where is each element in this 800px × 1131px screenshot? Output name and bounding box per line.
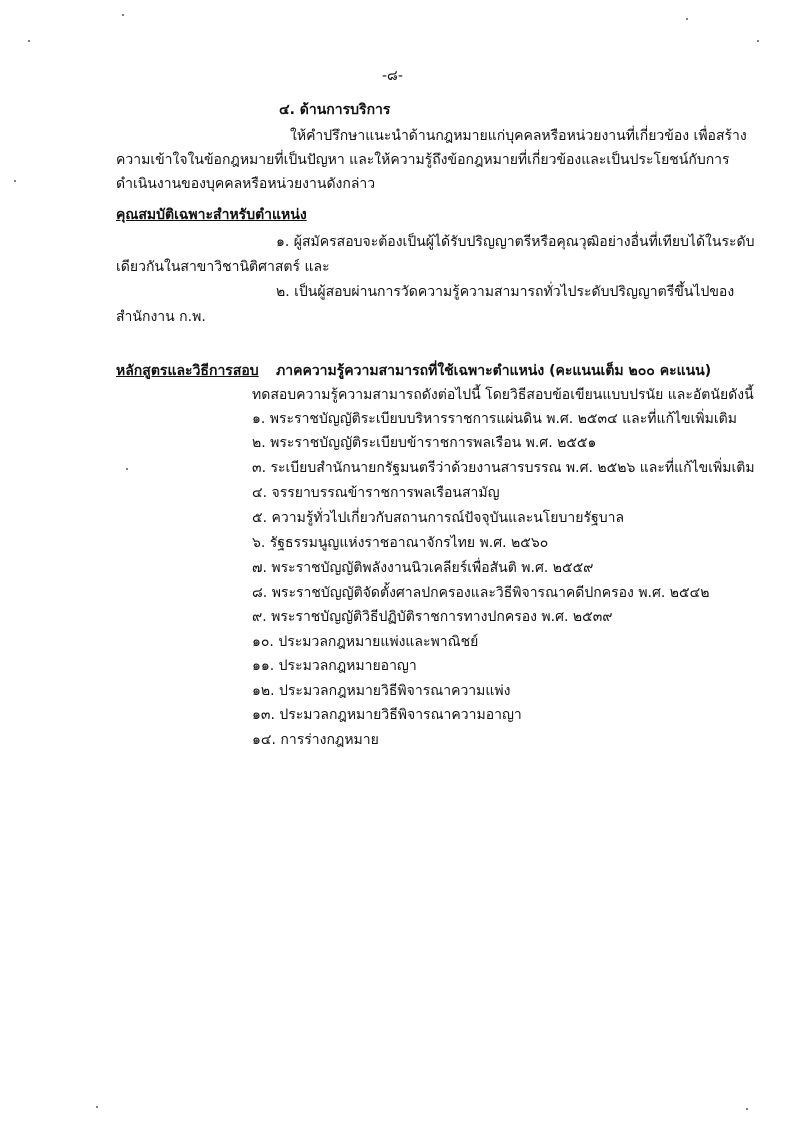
scan-speck	[28, 40, 30, 42]
curriculum-intro: ทดสอบความรู้ความสามารถดังต่อไปนี้ โดยวิธีสอบข้อเขียนแบบปรนัย และอัตนัยดังนี้	[252, 387, 754, 403]
exam-topic-item: ๔. จรรยาบรรณข้าราชการพลเรือนสามัญ	[252, 485, 500, 501]
exam-topic-item: ๑๓. ประมวลกฎหมายวิธีพิจารณาความอาญา	[252, 707, 522, 723]
scan-speck	[686, 18, 688, 20]
exam-topic-item: ๑๔. การร่างกฎหมาย	[252, 732, 379, 748]
curriculum-subheading: ภาคความรู้ความสามารถที่ใช้เฉพาะตำแหน่ง (คะแนนเต็ม ๒๐๐ คะแนน)	[276, 363, 712, 379]
exam-topic-item: ๗. พระราชบัญญัติพลังงานนิวเคลียร์เพื่อสันติ พ.ศ. ๒๕๕๙	[252, 560, 594, 576]
scan-speck	[126, 468, 128, 470]
exam-topic-item: ๙. พระราชบัญญัติวิธีปฏิบัติราชการทางปกครอง พ.ศ. ๒๕๓๙	[252, 609, 613, 625]
service-heading: ๔. ด้านการบริการ	[279, 102, 391, 118]
exam-topic-item: ๑. พระราชบัญญัติระเบียบบริหารราชการแผ่นดิน พ.ศ. ๒๕๓๔ และที่แก้ไขเพิ่มเติม	[252, 411, 737, 427]
scan-speck	[757, 40, 759, 42]
curriculum-heading: หลักสูตรและวิธีการสอบ	[116, 363, 259, 379]
exam-topic-item: ๑๐. ประมวลกฎหมายแพ่งและพาณิชย์	[252, 634, 479, 650]
scan-speck	[746, 1108, 748, 1110]
exam-topic-item: ๘. พระราชบัญญัติจัดตั้งศาลปกครองและวิธีพิจารณาคดีปกครอง พ.ศ. ๒๕๔๒	[252, 585, 710, 601]
scan-speck	[14, 180, 16, 182]
scan-speck	[122, 14, 124, 16]
exam-topic-item: ๑๑. ประมวลกฎหมายอาญา	[252, 658, 417, 674]
scan-speck	[96, 1106, 98, 1108]
page-number: -๘-	[382, 68, 403, 84]
service-paragraph-line: ดำเนินงานของบุคคลหรือหน่วยงานดังกล่าว	[116, 176, 376, 192]
qualification-item-1-line: เดียวกันในสาขาวิชานิติศาสตร์ และ	[116, 259, 330, 275]
service-paragraph-line: ความเข้าใจในข้อกฎหมายที่เป็นปัญหา และให้ความรู้ถึงข้อกฎหมายที่เกี่ยวข้องและเป็นประโยชน์กับการ	[116, 152, 730, 168]
exam-topic-item: ๑๒. ประมวลกฎหมายวิธีพิจารณาความแพ่ง	[252, 683, 511, 699]
exam-topic-item: ๒. พระราชบัญญัติระเบียบข้าราชการพลเรือน พ.ศ. ๒๕๕๑	[252, 435, 597, 451]
qualification-item-2-line: ๒. เป็นผู้สอบผ่านการวัดความรู้ความสามารถทั่วไประดับปริญญาตรีขึ้นไปของ	[276, 284, 735, 300]
exam-topic-item: ๓. ระเบียบสำนักนายกรัฐมนตรีว่าด้วยงานสารบรรณ พ.ศ. ๒๕๒๖ และที่แก้ไขเพิ่มเติม	[252, 460, 755, 476]
service-paragraph-line: ให้คำปรึกษาแนะนำด้านกฎหมายแก่บุคคลหรือหน่วยงานที่เกี่ยวข้อง เพื่อสร้าง	[290, 128, 747, 144]
qualification-item-1-line: ๑. ผู้สมัครสอบจะต้องเป็นผู้ได้รับปริญญาตรีหรือคุณวุฒิอย่างอื่นที่เทียบได้ในระดับ	[276, 234, 755, 250]
qualifications-heading: คุณสมบัติเฉพาะสำหรับตำแหน่ง	[116, 207, 307, 223]
qualification-item-2-line: สำนักงาน ก.พ.	[116, 309, 206, 325]
exam-topic-item: ๕. ความรู้ทั่วไปเกี่ยวกับสถานการณ์ปัจจุบันและนโยบายรัฐบาล	[252, 510, 625, 526]
exam-topic-item: ๖. รัฐธรรมนูญแห่งราชอาณาจักรไทย พ.ศ. ๒๕๖๐	[252, 535, 549, 551]
